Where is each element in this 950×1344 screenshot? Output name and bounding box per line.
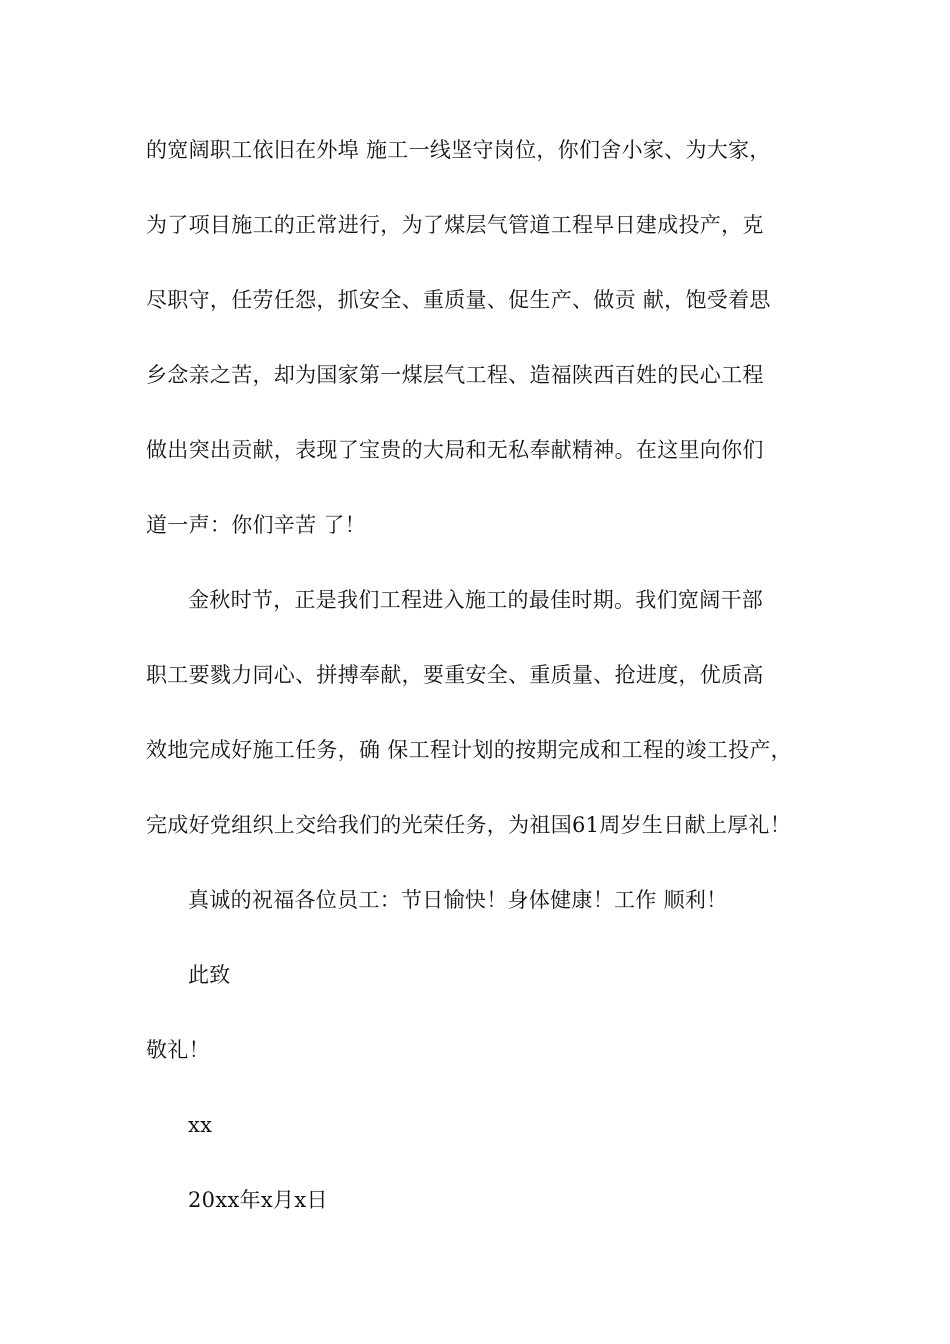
closing-salutation: 此致 (188, 963, 231, 987)
paragraph-line: 做出突出贡献，表现了宝贵的大局和无私奉献精神。在这里向你们 (146, 438, 764, 462)
paragraph-line: 道一声：你们辛苦 了！ (146, 513, 366, 537)
paragraph-line: 完成好党组织上交给我们的光荣任务，为祖国61周岁生日献上厚礼！ (146, 813, 792, 837)
paragraph-line: 乡念亲之苦，却为国家第一煤层气工程、造福陕西百姓的民心工程 (146, 363, 764, 387)
signature-name: xx (188, 1113, 213, 1137)
closing-respect: 敬礼！ (146, 1038, 210, 1062)
paragraph-line: 金秋时节，正是我们工程进入施工的最佳时期。我们宽阔干部 (188, 588, 764, 612)
paragraph-line: 为了项目施工的正常进行，为了煤层气管道工程早日建成投产，克 (146, 213, 764, 237)
signature-date: 20xx年x月x日 (188, 1188, 328, 1212)
paragraph-line: 尽职守，任劳任怨，抓安全、重质量、促生产、做贡 献，饱受着思 (146, 288, 771, 312)
greeting-line: 真诚的祝福各位员工：节日愉快！身体健康！工作 顺利！ (188, 888, 728, 912)
paragraph-line: 效地完成好施工任务，确 保工程计划的按期完成和工程的竣工投产， (146, 738, 792, 762)
paragraph-line: 职工要戮力同心、拼搏奉献，要重安全、重质量、抢进度，优质高 (146, 663, 764, 687)
paragraph-line: 的宽阔职工依旧在外埠 施工一线坚守岗位，你们舍小家、为大家， (146, 138, 771, 162)
